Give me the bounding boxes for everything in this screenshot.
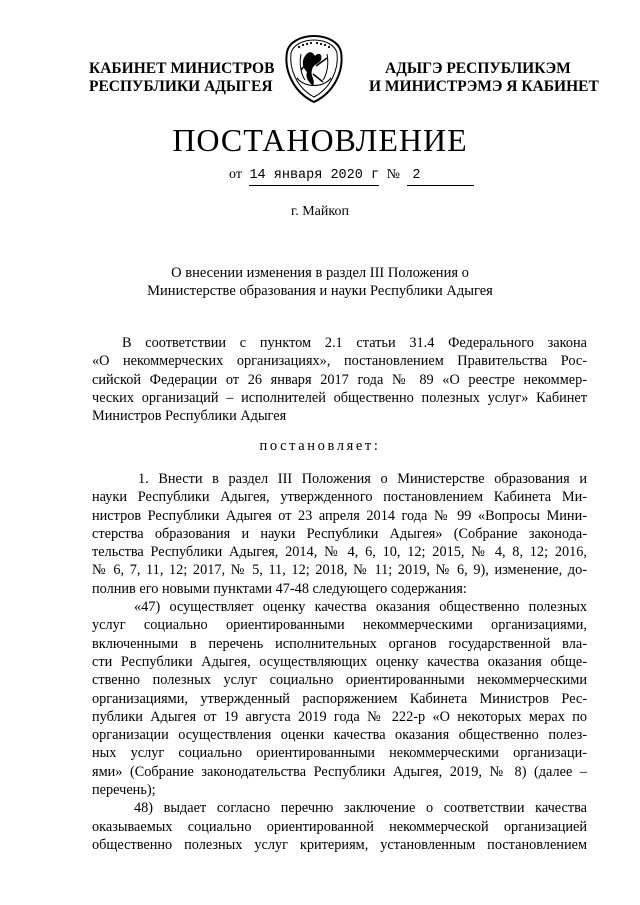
text-line: В соответствии с пунктом 2.1 статьи 31.4 Федерального закона bbox=[122, 335, 587, 351]
preamble-paragraph bbox=[92, 334, 587, 425]
issue-city: г. Майкоп bbox=[291, 204, 349, 219]
text-line: публики Адыгея от 19 августа 2019 года № 222-р «О некоторых мерах по bbox=[92, 708, 587, 725]
text-line: услуг социально ориентированными некоммерческими организациями, bbox=[92, 617, 587, 634]
text-line: сийской Федерации от 26 января 2017 года № 89 «О реестре некоммер- bbox=[92, 371, 587, 388]
text-line: Министров Республики Адыгея bbox=[92, 408, 287, 425]
text-line: полнив его новыми пунктами 47-48 следующего содержания: bbox=[92, 580, 467, 597]
text-line: включенными в перечень исполнительных органов государственной вла- bbox=[92, 635, 587, 652]
text-line: ческих организаций – исполнителей общественно полезных услуг» Кабинет bbox=[92, 389, 587, 406]
document-title: ПОСТАНОВЛЕНИЕ bbox=[172, 122, 468, 158]
text-line: № 6, 7, 11, 12; 2017, № 5, 11, 12; 2018, № 11; 2019, № 6, 9), изменение, до- bbox=[92, 562, 587, 579]
text-line: ями» (Собрание законодательства Республики Адыгея, 2019, № 8) (далее – bbox=[92, 763, 587, 780]
text-line: организации осуществления оценки качества оказания общественно полез- bbox=[92, 727, 587, 744]
issuer-line: КАБИНЕТ МИНИСТРОВ bbox=[89, 60, 275, 77]
text-line: нистров Республики Адыгея от 23 апреля 2014 года № 99 «Вопросы Мини- bbox=[92, 507, 587, 524]
issuer-line: АДЫГЭ РЕСПУБЛИКЭМ bbox=[385, 60, 571, 77]
issuer-name-russian bbox=[89, 60, 274, 96]
issuer-line: И МИНИСТРЭМЭ Я КАБИНЕТ bbox=[369, 78, 599, 95]
issuer-name-adyghe bbox=[369, 60, 599, 96]
text-line: организациями, утвержденный распоряжением Кабинета Министров Рес- bbox=[92, 690, 587, 707]
text-line: оказываемых социально ориентированной некоммерческой организацией bbox=[92, 818, 587, 835]
subject-line: О внесении изменения в раздел III Положения о bbox=[171, 265, 469, 281]
issuer-line: РЕСПУБЛИКИ АДЫГЕЯ bbox=[89, 78, 273, 95]
document-number: 2 bbox=[407, 167, 474, 186]
text-line: науки Республики Адыгея, утвержденного постановлением Кабинета Ми- bbox=[92, 489, 587, 506]
text-line: сти Республики Адыгея, осуществляющих оценку качества оказания обще- bbox=[92, 653, 587, 670]
subject-line: Министерстве образования и науки Республики Адыгея bbox=[147, 283, 493, 299]
number-label: № bbox=[386, 167, 400, 182]
date-and-number-line bbox=[229, 166, 474, 186]
coat-of-arms-emblem bbox=[283, 30, 345, 106]
document-subject bbox=[0, 264, 640, 300]
resolution-verb: постановляет: bbox=[259, 438, 381, 454]
text-line: «47) осуществляет оценку качества оказания общественно полезных bbox=[134, 599, 587, 616]
text-line: общественно полезных услуг критериям, установленным постановлением bbox=[92, 836, 587, 853]
clause-1-paragraph bbox=[92, 470, 587, 854]
text-line: перечень); bbox=[92, 782, 156, 799]
text-line: стерства образования и науки Республики Адыгея» (Собрание законода- bbox=[92, 525, 587, 542]
date-from-label: от bbox=[229, 167, 242, 182]
text-line: ственно полезных услуг социально ориентированными некоммерческими bbox=[92, 672, 587, 689]
document-date: 14 января 2020 г bbox=[249, 167, 379, 186]
text-line: 48) выдает согласно перечню заключение о соответствии качества bbox=[134, 800, 587, 817]
text-line: 1. Внести в раздел III Положения о Министерстве образования и bbox=[138, 471, 587, 487]
text-line: «О некоммерческих организациях», постановлением Правительства Рос- bbox=[92, 353, 587, 370]
text-line: ных услуг социально ориентированными некоммерческими организаци- bbox=[92, 745, 587, 762]
text-line: тельства Республики Адыгея, 2014, № 4, 6, 10, 12; 2015, № 4, 8, 12; 2016, bbox=[92, 544, 587, 561]
